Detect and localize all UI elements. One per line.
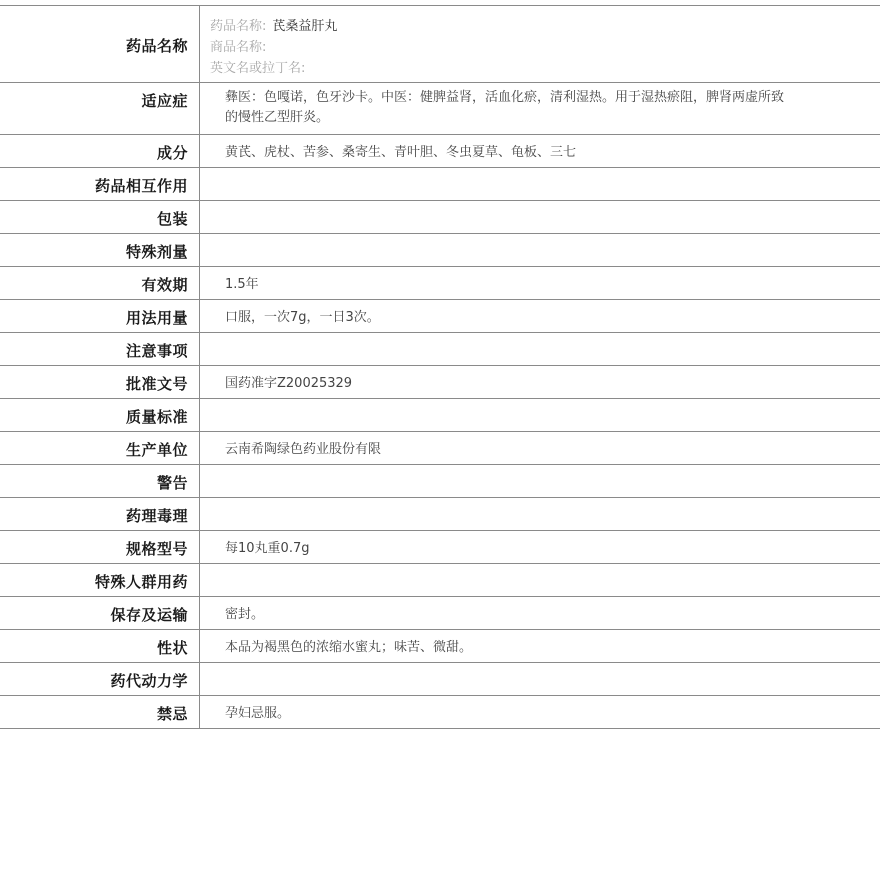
row-label: 成分 (0, 135, 200, 167)
row-label: 适应症 (0, 83, 200, 134)
row-value: 密封。 (225, 607, 265, 622)
table-row (0, 300, 880, 333)
trade-name-line (210, 37, 880, 58)
row-label: 保存及运输 (0, 597, 200, 629)
row-value (200, 399, 880, 431)
row-value: 口服，一次7g，一日3次。 (225, 310, 380, 325)
table-row (0, 267, 880, 300)
row-label: 规格型号 (0, 531, 200, 563)
row-label: 药理毒理 (0, 498, 200, 530)
row-label: 包装 (0, 201, 200, 233)
row-label: 用法用量 (0, 300, 200, 332)
drug-info-table (0, 5, 880, 729)
row-value: 黄芪、虎杖、苦参、桑寄生、青叶胆、冬虫夏草、龟板、三七 (225, 145, 577, 160)
row-value: 孕妇忌服。 (225, 706, 291, 721)
row-label: 注意事项 (0, 333, 200, 365)
table-row (0, 234, 880, 267)
table-row-drug-name (0, 5, 880, 83)
table-row (0, 663, 880, 696)
table-row (0, 168, 880, 201)
row-value: 彝医：色嘎诺，色牙沙卡。中医：健脾益肾，活血化瘀，清利湿热。用于湿热瘀阻，脾肾两虚所致的慢性乙型肝炎。 (225, 90, 785, 125)
row-value: 本品为褐黑色的浓缩水蜜丸；味苦、微甜。 (225, 640, 473, 655)
row-label: 有效期 (0, 267, 200, 299)
table-row (0, 531, 880, 564)
row-label: 药代动力学 (0, 663, 200, 695)
row-label: 质量标准 (0, 399, 200, 431)
row-label: 性状 (0, 630, 200, 662)
row-label: 特殊人群用药 (0, 564, 200, 596)
table-row (0, 465, 880, 498)
row-value (200, 663, 880, 695)
table-row (0, 333, 880, 366)
row-label: 批准文号 (0, 366, 200, 398)
row-value (200, 564, 880, 596)
row-value (200, 201, 880, 233)
table-row (0, 597, 880, 630)
table-row (0, 630, 880, 663)
table-row (0, 201, 880, 234)
generic-name-line (210, 16, 880, 37)
table-row (0, 696, 880, 729)
trade-name-key: 商品名称: (210, 40, 267, 55)
row-label: 药品相互作用 (0, 168, 200, 200)
row-value: 国药准字Z20025329 (225, 376, 353, 391)
row-value (200, 465, 880, 497)
row-label: 警告 (0, 465, 200, 497)
english-name-key: 英文名或拉丁名: (210, 61, 306, 76)
row-value: 每10丸重0.7g (225, 541, 310, 556)
table-row (0, 399, 880, 432)
english-name-line (210, 58, 880, 79)
row-value: 1.5年 (225, 277, 259, 292)
row-label: 药品名称 (0, 6, 200, 82)
row-value (200, 333, 880, 365)
row-value (200, 234, 880, 266)
row-label: 生产单位 (0, 432, 200, 464)
row-label: 特殊剂量 (0, 234, 200, 266)
table-row (0, 83, 880, 135)
table-row (0, 135, 880, 168)
row-value (200, 168, 880, 200)
drug-name-cell (200, 6, 880, 82)
row-value: 云南希陶绿色药业股份有限 (225, 442, 382, 457)
table-row (0, 432, 880, 465)
row-value (200, 498, 880, 530)
table-row (0, 366, 880, 399)
row-label: 禁忌 (0, 696, 200, 728)
table-row (0, 564, 880, 597)
generic-name-key: 药品名称: (210, 19, 267, 34)
table-row (0, 498, 880, 531)
generic-name-value: 芪桑益肝丸 (272, 19, 338, 34)
